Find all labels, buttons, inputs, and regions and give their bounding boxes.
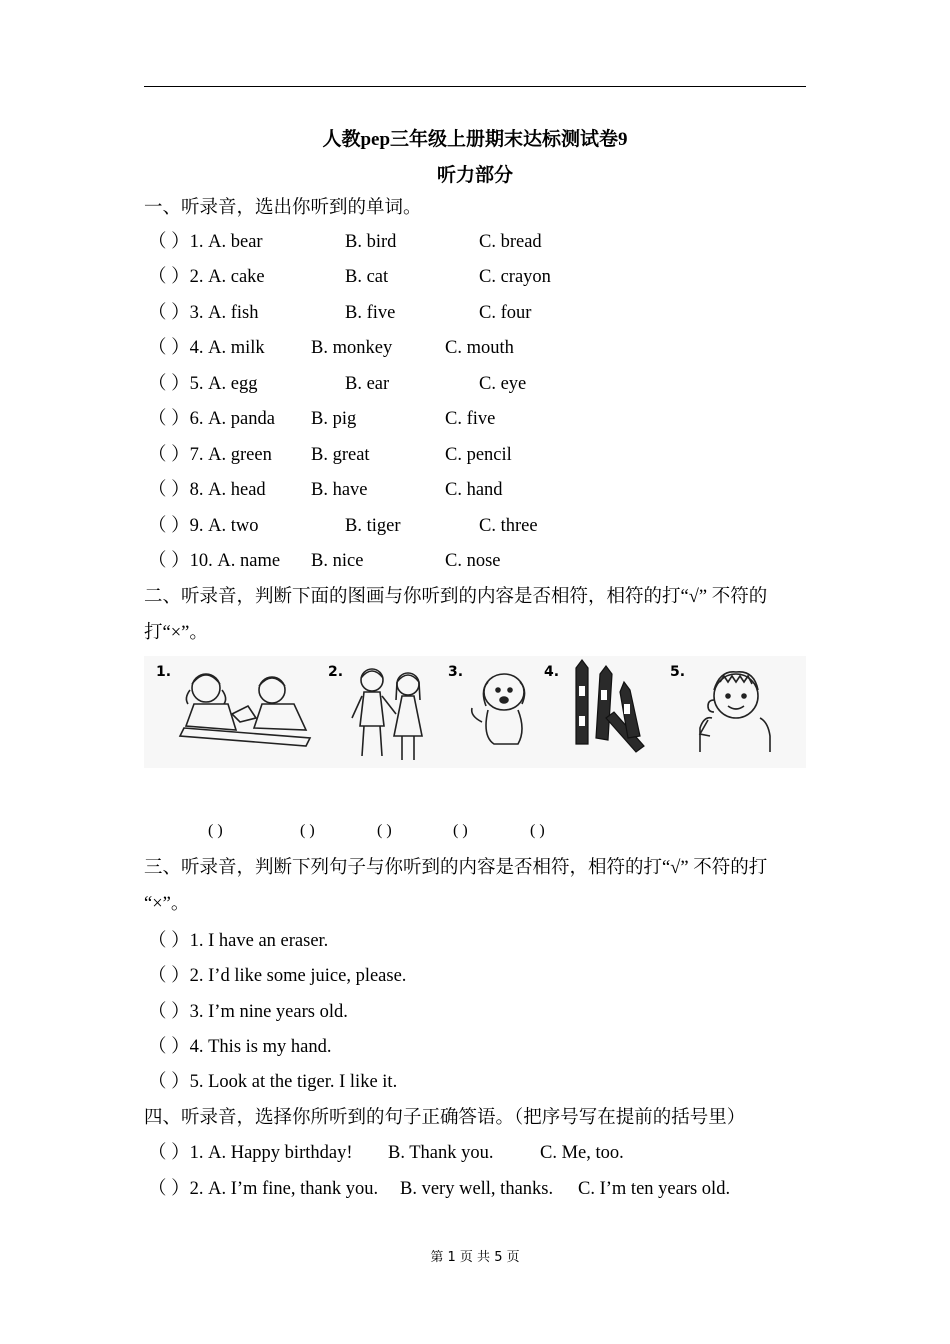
option-c: C. three [479,516,538,536]
option-c: C. nose [445,551,501,571]
option-b: B. have [311,480,368,500]
option-c: C. hand [445,480,503,500]
option-b: B. Thank you. [388,1143,494,1163]
page-footer: 第 1 页 共 5 页 [430,1250,520,1265]
option-c: C. bread [479,232,542,252]
section2-heading-line1: 二、听录音，判断下面的图画与你听到的内容是否相符，相符的打“√” 不符的 [144,587,768,607]
option-b: B. nice [311,551,364,571]
answer-blank[interactable]: ( ) [300,822,315,839]
question: （ ）1. A. Happy birthday! [148,1143,353,1163]
header-rule [144,86,806,87]
option-c: C. mouth [445,338,514,358]
option-b: B. ear [345,374,390,394]
option-b: B. five [345,303,396,323]
option-c: C. pencil [445,445,512,465]
option-c: C. eye [479,374,527,394]
option-b: B. great [311,445,370,465]
section4-heading: 四、听录音，选择你所听到的句子正确答语。（把序号写在提前的括号里） [144,1108,746,1128]
section3-heading-line2: “×”。 [144,894,190,914]
list-item: （ ）5. Look at the tiger. I like it. [148,1072,398,1092]
question: （ ）2. A. I’m fine, thank you. [148,1179,379,1199]
picture-number: 3. [448,664,464,680]
crayons-icon [544,656,654,768]
option-b: B. pig [311,409,357,429]
option-c: C. crayon [479,267,551,287]
answer-blank[interactable]: ( ) [453,822,468,839]
question: （ ）2. A. cake [148,267,265,287]
list-item: （ ）1. I have an eraser. [148,931,329,951]
question: （ ）8. A. head [148,480,266,500]
section1-heading: 一、听录音，选出你听到的单词。 [144,198,422,218]
picture-3 [442,656,542,768]
option-c: C. I’m ten years old. [578,1179,731,1199]
section3-heading-line1: 三、听录音，判断下列句子与你听到的内容是否相符，相符的打“√” 不符的打 [144,858,768,878]
picture-number: 1. [156,664,172,680]
question: （ ）6. A. panda [148,409,275,429]
option-b: B. very well, thanks. [400,1179,554,1199]
question: （ ）3. A. fish [148,303,259,323]
question: （ ）10. A. name [148,551,281,571]
picture-1 [144,656,316,768]
picture-4 [544,656,654,768]
list-item: （ ）2. I’d like some juice, please. [148,966,407,986]
option-b: B. monkey [311,338,393,358]
option-c: C. Me, too. [540,1143,624,1163]
question: （ ）7. A. green [148,445,272,465]
picture-5 [664,656,806,768]
question: （ ）5. A. egg [148,374,258,394]
option-c: C. five [445,409,496,429]
option-b: B. tiger [345,516,401,536]
list-item: （ ）3. I’m nine years old. [148,1002,348,1022]
child-icon [664,656,806,768]
question: （ ）9. A. two [148,516,259,536]
picture-number: 5. [670,664,686,680]
page-title: 人教pep三年级上册期末达标测试卷9 [322,129,628,150]
answer-blank[interactable]: ( ) [530,822,545,839]
answer-blank[interactable]: ( ) [377,822,392,839]
page-subtitle: 听力部分 [436,165,513,186]
option-b: B. cat [345,267,389,287]
question: （ ）1. A. bear [148,232,263,252]
question: （ ）4. A. milk [148,338,265,358]
picture-number: 2. [328,664,344,680]
picture-number: 4. [544,664,560,680]
option-b: B. bird [345,232,397,252]
option-c: C. four [479,303,532,323]
picture-2 [322,656,434,768]
picture-strip [144,656,806,768]
list-item: （ ）4. This is my hand. [148,1037,332,1057]
answer-blank[interactable]: ( ) [208,822,223,839]
section2-heading-line2: 打“×”。 [144,623,208,643]
